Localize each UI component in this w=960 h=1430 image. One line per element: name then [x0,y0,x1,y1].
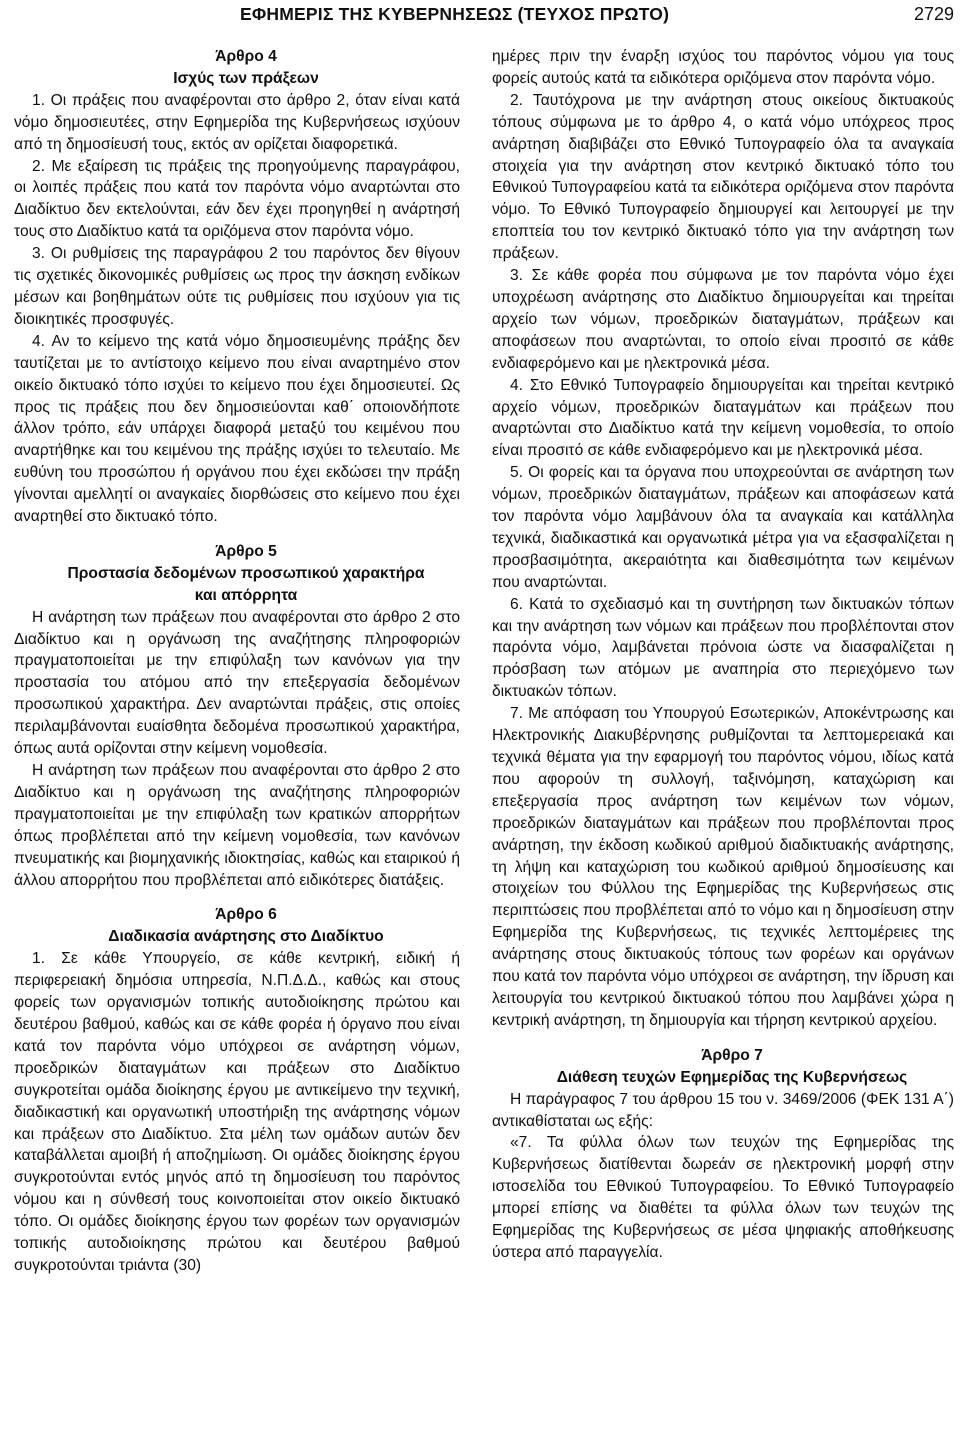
article-5-title-line-1: Προστασία δεδομένων προσωπικού χαρακτήρα [67,564,425,582]
article-5-paragraph-2: Η ανάρτηση των πράξεων που αναφέρονται στο άρθρο 2 στο Διαδίκτυο και η οργάνωση της αναζήτησης πληροφοριών πραγματοποιείται με την επιφύλαξη των κρατικών απορρήτων όπως προβλέπεται από την κείμενη νομοθεσία, των κανόνων πνευματικής και βιομηχανικής ιδιοκτησίας, καθώς και εταιρικού ή άλλου απορρήτου που προβλέπεται από ειδικότερες διατάξεις. [14,762,460,889]
article-6-paragraph-7: 7. Με απόφαση του Υπουργού Εσωτερικών, Αποκέντρωσης και Ηλεκτρονικής Διακυβέρνησης ρυθμίζονται τα λεπτομερειακά και τεχνικά θέματα για την εφαρμογή του παρόντος νόμου, ιδίως κατά που αφορούν τη συλλογή, ταξινόμηση, καταχώριση και επεξεργασία προς ανάρτηση των κειμένων των νόμων, προεδρικών διαταγμάτων και πράξεων που προβλέπονται προς ανάρτηση, την έκδοση κωδικού αριθμού διαδικτυακής ανάρτησης, τη λήψη και καταχώριση του κωδικού αριθμού δημοσίευσης και στοιχείων του Φύλλου της Εφημερίδας της Κυβερνήσεως στις περιπτώσεις που προβλέπεται από το νόμο και η δημοσίευση στην Εφημερίδα της Κυβερνήσεως, τις τεχνικές λεπτομέρειες της ανάρτησης στους δικτυακούς τόπους των φορέων και οργάνων που κατά τον παρόντα νόμο υπόχρεοι σε ανάρτηση, την ίδρυση και λειτουργία του κεντρικού δικτυακού τόπου που λαμβάνει χώρα η κεντρική ανάρτηση, τη δημιουργία και τήρηση κεντρικού αρχείου. [492,705,954,1029]
left-column [14,46,460,1277]
article-6-paragraph-4: 4. Στο Εθνικό Τυπογραφείο δημιουργείται και τηρείται κεντρικό αρχείο νόμων, προεδρικών διαταγμάτων και πράξεων που αναρτώνται στο Διαδίκτυο κατά την κείμενη νομοθεσία, το οποίο είναι προσιτό σε κάθε ενδιαφερόμενο και με ηλεκτρονικά μέσα. [492,376,954,460]
article-4-paragraph-2: 2. Με εξαίρεση τις πράξεις της προηγούμενης παραγράφου, οι λοιπές πράξεις που κατά τον παρόντα νόμο αναρτώνται στο Διαδίκτυο δεν εκτελούνται, εάν δεν έχει προηγηθεί η ανάρτησή τους στο Διαδίκτυο κατά τα οριζόμενα στον παρόντα νόμο. [14,157,460,241]
article-7-heading: Άρθρο 7 [701,1046,763,1064]
article-7-title: Διάθεση τευχών Εφημερίδας της Κυβερνήσεως [556,1068,908,1086]
article-6-paragraph-3: 3. Σε κάθε φορέα που σύμφωνα με τον παρόντα νόμο έχει υποχρέωση ανάρτησης στο Διαδίκτυο δημιουργείται και τηρείται αρχείο των νόμων, προεδρικών διαταγμάτων, πράξεων και αποφάσεων που αναρτώνται, το οποίο είναι προσιτό σε κάθε ενδιαφερόμενο και με ηλεκτρονικά μέσα. [492,267,954,372]
page-number: 2729 [913,4,954,24]
article-6-title: Διαδικασία ανάρτησης στο Διαδίκτυο [108,928,384,946]
article-6-paragraph-1-continued: ημέρες πριν την έναρξη ισχύος του παρόντος νόμου για τους φορείς αυτούς κατά τα ειδικότερα οριζόμενα στον παρόντα νόμο. [492,48,954,87]
article-6-paragraph-1: 1. Σε κάθε Υπουργείο, σε κάθε κεντρική, ειδική ή περιφερειακή δημόσια υπηρεσία, Ν.Π.Δ.Δ., καθώς και στους φορείς των οργανισμών τοπικής αυτοδιοίκησης πρώτου και δευτέρου βαθμού, καθώς και σε κάθε φορέα ή όργανο που είναι κατά τον παρόντα νόμο υπόχρεοι σε ανάρτηση νόμων, προεδρικών διαταγμάτων και πράξεων στο Διαδίκτυο συγκροτείται ομάδα διοίκησης έργου με αντικείμενο την τεχνική, διαδικαστική και οργανωτική υποστήριξη της ανάρτησης νόμων και πράξεων στο Διαδίκτυο. Στα μέλη των ομάδων αυτών δεν καταβάλλεται αμοιβή ή αποζημίωση. Οι ομάδες διοίκησης έργου συγκροτούνται εντός μηνός από τη δημοσίευση του παρόντος νόμου και η σύνθεσή τους κοινοποιείται στον οικείο δικτυακό τόπο. Οι ομάδες διοίκησης έργου των φορέων των οργανισμών τοπικής αυτοδιοίκησης πρώτου και δευτέρου βαθμού συγκροτούνται τριάντα (30) [14,950,460,1274]
article-4-paragraph-1: 1. Οι πράξεις που αναφέρονται στο άρθρο 2, όταν είναι κατά νόμο δημοσιευτέες, στην Εφημερίδα της Κυβερνήσεως ισχύουν από τη δημοσίευσή τους, εκτός αν ορίζεται διαφορετικά. [14,91,460,153]
article-4-paragraph-4: 4. Αν το κείμενο της κατά νόμο δημοσιευμένης πράξης δεν ταυτίζεται με το αντίστοιχο κείμενο που είναι αναρτημένο στον οικείο δικτυακό τόπο ισχύει το κείμενο που έχει δημοσιευτεί. Ως προς τις πράξεις που δεν δημοσιεύονται καθ΄ οποιονδήποτε άλλον τρόπο, εάν υπάρχει διαφορά μεταξύ του κειμένου που αναρτήθηκε και του κειμένου της πράξης ισχύει το τελευταίο. Με ευθύνη του προσώπου ή οργάνου που έχει εκδώσει την πράξη γίνονται αμελλητί οι αναγκαίες διορθώσεις στο κείμενο που έχει αναρτηθεί στο δικτυακό τόπο. [14,332,460,526]
article-7-paragraph-1: Η παράγραφος 7 του άρθρου 15 του ν. 3469/2006 (ΦΕΚ 131 Α΄) αντικαθίσταται ως εξής: [492,1090,954,1130]
article-5-heading: Άρθρο 5 [215,542,277,560]
article-6-paragraph-5: 5. Οι φορείς και τα όργανα που υποχρεούνται σε ανάρτηση των νόμων, προεδρικών διαταγμάτων, πράξεων και αποφάσεων κατά τον παρόντα νόμο λαμβάνουν όλα τα αναγκαία και κατάλληλα τεχνικά, διαδικαστικά και οργανωτικά μέτρα για να εξασφαλίζεται η προσβασιμότητα, ακεραιότητα και διαθεσιμότητα των κειμένων που αναρτώνται. [492,464,954,591]
article-5-paragraph-1: Η ανάρτηση των πράξεων που αναφέρονται στο άρθρο 2 στο Διαδίκτυο και η οργάνωση της αναζήτησης πληροφοριών πραγματοποιείται με την επιφύλαξη των κανόνων για την προστασία του ατόμου από την επεξεργασία δεδομένων προσωπικού χαρακτήρα. Δεν αναρτώνται πράξεις, στις οποίες περιλαμβάνονται ευαίσθητα δεδομένα προσωπικού χαρακτήρα, όπως αυτά ορίζονται στην κείμενη νομοθεσία. [14,608,460,758]
article-6-heading: Άρθρο 6 [215,906,277,924]
page-header [0,0,960,34]
article-4-paragraph-3: 3. Οι ρυθμίσεις της παραγράφου 2 του παρόντος δεν θίγουν τις σχετικές δικονομικές ρυθμίσεις ως προς την άσκηση ενδίκων μέσων και βοηθημάτων ούτε τις ρυθμίσεις που ισχύουν για τις διοικητικές προσφυγές. [14,245,460,328]
article-6-paragraph-2: 2. Ταυτόχρονα με την ανάρτηση στους οικείους δικτυακούς τόπους σύμφωνα με το άρθρο 4, ο κατά νόμο υπόχρεος προς ανάρτηση διαβιβάζει στο Εθνικό Τυπογραφείο όλα τα αναγκαία στοιχεία για την ανάρτηση στον κεντρικό δικτυακό τόπο του Εθνικού Τυπογραφείου κατά τα ειδικότερα οριζόμενα στον παρόντα νόμο. Το Εθνικό Τυπογραφείο δημιουργεί και λειτουργεί με την εποπτεία του τον κεντρικό δικτυακό τόπο για την ανάρτηση των πράξεων. [492,91,954,263]
article-4-title: Ισχύς των πράξεων [173,69,319,87]
right-column [492,46,954,1264]
gazette-title: ΕΦΗΜΕΡΙΣ ΤΗΣ ΚΥΒΕΡΝΗΣΕΩΣ (ΤΕΥΧΟΣ ΠΡΩΤΟ) [240,4,670,24]
article-7-paragraph-2: «7. Τα φύλλα όλων των τευχών της Εφημερίδας της Κυβερνήσεως διατίθενται δωρεάν σε ηλεκτρονική μορφή στην ιστοσελίδα του Εθνικού Τυπογραφείου. Το Εθνικό Τυπογραφείο μπορεί επίσης να διαθέτει τα φύλλα όλων των τευχών της Εφημερίδας της Κυβερνήσεως σε μέσα ψηφιακής αποθήκευσης ύστερα από παραγγελία. [492,1134,954,1261]
article-6-paragraph-6: 6. Κατά το σχεδιασμό και τη συντήρηση των δικτυακών τόπων και την ανάρτηση των νόμων και πράξεων που προβλέπονται στον παρόντα νόμο, λαμβάνεται πρόνοια ώστε να διασφαλίζεται η πρόσβαση των ατόμων με αναπηρία στο περιεχόμενο των δικτυακών τόπων. [492,595,954,701]
article-5-title-line-2: και απόρρητα [194,586,298,604]
article-4-heading: Άρθρο 4 [215,48,277,65]
